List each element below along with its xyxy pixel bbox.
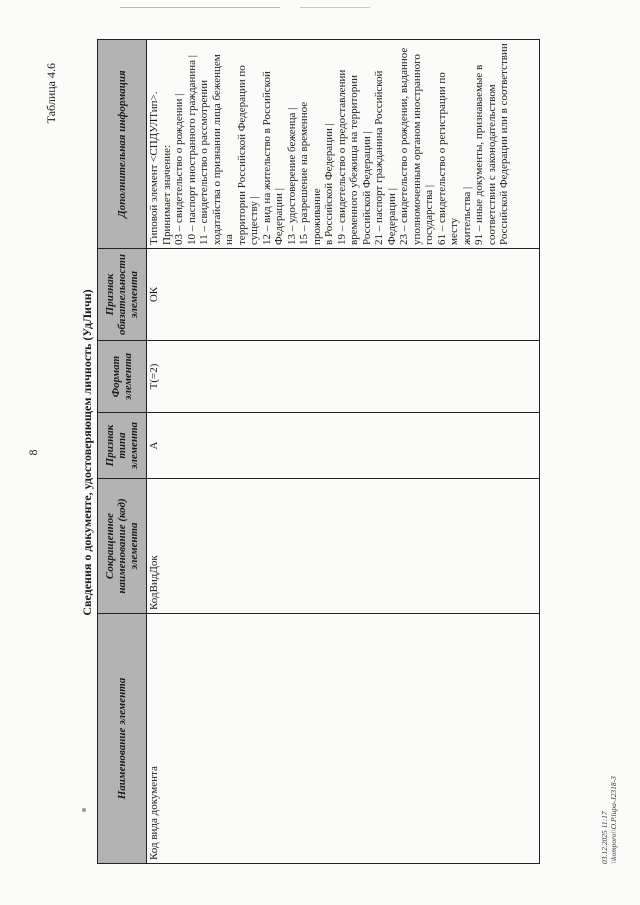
cell-element-required: ОК — [147, 249, 540, 341]
info-line: Российской Федерации или в соответствии — [498, 43, 510, 245]
header-element-required: Признак обязательности элемента — [98, 249, 147, 341]
info-line: в Российской Федерации | — [323, 123, 335, 245]
print-footer — [600, 776, 618, 864]
header-element-format: Формат элемента — [98, 341, 147, 413]
table-label: Таблица 4.6 — [44, 63, 58, 124]
info-line: жительства | — [460, 186, 473, 245]
info-line: 03 – свидетельство о рождении | — [173, 93, 185, 245]
info-line: 21 – паспорт гражданина Российской — [373, 70, 385, 245]
table-header-row — [98, 40, 147, 864]
header-element-type: Признак типа элемента — [98, 413, 147, 479]
header-element-code: Сокращенное наименование (код) элемента — [98, 479, 147, 614]
info-line: Федерации | — [385, 188, 398, 245]
info-line: Принимает значение: — [160, 144, 173, 245]
cell-element-name: Код вида документа — [147, 614, 540, 864]
info-line: 23 – свидетельство о рождении, выданное — [398, 47, 410, 245]
info-line: 12 – вид на жительство в Российской — [260, 71, 273, 245]
page-number: 8 — [26, 449, 40, 456]
info-line: государства | — [423, 184, 435, 245]
header-element-name: Наименование элемента — [98, 614, 147, 864]
info-line: ходатайства о признании лица беженцем на — [210, 54, 235, 245]
info-line: Российской Федерации | — [360, 131, 373, 245]
info-line: Типовой элемент <СПДУЛТип>. — [148, 91, 160, 245]
info-line: 61 – свидетельство о регистрации по месту — [435, 72, 460, 245]
info-line: 13 – удостоверение беженца | — [285, 107, 298, 245]
info-line: 91 – иные документы, признаваемые в — [473, 64, 485, 245]
info-line: Федерации | — [273, 188, 285, 245]
header-additional-info: Дополнительная информация — [98, 40, 147, 249]
info-line: 15 – разрешение на временное проживание — [298, 101, 323, 245]
info-line: соответствии с законодательством — [485, 84, 498, 245]
print-timestamp: 03.12.2025 11:17 — [600, 811, 609, 864]
cell-element-code: КодВидДок — [147, 479, 540, 614]
cell-element-type: А — [147, 413, 540, 479]
info-line: 19 – свидетельство о предоставлении — [335, 69, 348, 245]
info-line: существу | — [248, 196, 260, 245]
table-caption: Сведения о документе, удостоверяющем личность (УдЛичн) — [80, 289, 94, 616]
cell-element-format: T(=2) — [147, 341, 540, 413]
info-line: уполномоченным органом иностранного — [410, 54, 423, 245]
info-line: временного убежища на территории — [348, 75, 360, 245]
print-path: \\komporo\\O.P.lupa-J2318-3 — [609, 776, 618, 864]
table-row — [147, 40, 540, 864]
elements-table — [97, 39, 540, 864]
cell-additional-info — [147, 40, 540, 249]
info-line: территории Российской Федерации по — [235, 65, 248, 245]
info-line: 11 – свидетельство о рассмотрении — [198, 80, 210, 245]
info-line: 10 – паспорт иностранного гражданина | — [185, 55, 198, 245]
